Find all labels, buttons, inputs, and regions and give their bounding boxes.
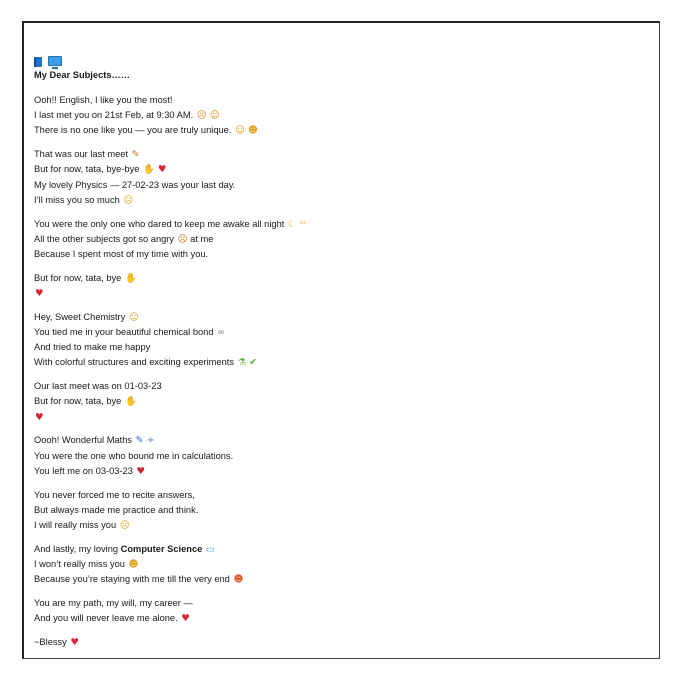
line-text: There is no one like you — you are truly unique. [34,125,232,136]
heart-icon: ♥ [181,613,190,625]
line-text: But for now, tata, bye [34,396,122,407]
stanza-practice [34,488,644,534]
test-tube-icon: ⚗ ✔ [237,357,258,369]
line-text: But always made me practice and think. [34,504,199,515]
signature-text: ~Blessy [34,637,67,648]
poem-line [34,433,644,448]
broken-heart-icon: ♥ [136,465,146,477]
poem-line [34,596,644,611]
poem-line [34,147,644,162]
line-text: All the other subjects got so angry [34,233,175,244]
line-text: You were the one who bound me in calculations. [34,450,234,461]
stanza-career [34,596,644,626]
poem-line [34,449,644,464]
poem-line [34,271,644,286]
line-suffix: at me [190,233,214,244]
poem-line [34,286,644,301]
line-text: I last met you on 21st Feb, at 9:30 AM. [34,110,194,121]
poem-line [34,355,644,370]
waving-hand-icon: ✋ [124,272,137,284]
monitor-icon [48,56,62,66]
poem-line [34,340,644,355]
poem-line [34,464,644,479]
heart-icon: ♥ [70,637,79,649]
line-bold-text: Computer Science [120,543,203,554]
document-title: My Dear Subjects…… [34,70,131,80]
line-text: You never forced me to recite answers, [34,489,195,500]
wave-heart-icon: ✋ ♥ [143,164,167,176]
line-text: Hey, Sweet Chemistry [34,311,126,322]
line-text: You tied me in your beautiful chemical bond [34,327,214,338]
poem-line [34,379,644,394]
line-text: And you will never leave me alone. [34,613,178,624]
poem-line [34,217,644,232]
waving-hand-icon: ✋ [124,396,137,408]
stanza-chemistry [34,310,644,371]
sad-relieved-face-icon: ☹ [119,520,130,532]
line-text: You were the only one who dared to keep me awake all night [34,218,285,229]
line-text: Oooh! Wonderful Maths [34,435,133,446]
line-text: My lovely Physics — 27-02-23 was your last day. [34,179,236,190]
pleading-face-icon: ☹ [123,194,134,206]
stanza-bye-1 [34,271,644,301]
link-icon: ∞ [217,327,226,339]
poem-line [34,488,644,503]
line-text: I will really miss you [34,520,117,531]
moon-sleep-icon: ☾ ᶻᶻ [287,218,307,230]
poem-line [34,572,644,587]
poem-line [34,542,644,557]
poem-line [34,635,644,650]
stanza-maths [34,433,644,479]
poem-line [34,325,644,340]
poem-line [34,557,644,572]
line-text: But for now, tata, bye-bye [34,164,140,175]
book-icon [34,57,42,67]
poem-line [34,193,644,208]
line-text: But for now, tata, bye [34,272,122,283]
line-text: With colorful structures and exciting experiments [34,357,234,368]
smiling-hearts-face-icon: ☻ [233,574,244,586]
sad-face-icon: ☹ ☺ [196,110,220,122]
stanza-physics [34,147,644,208]
line-text: Ooh!! English, I like you the most! [34,95,173,105]
stanza-english [34,93,644,139]
signature [34,635,644,650]
poem-line [34,247,644,262]
smile-face-icon: ☺ ☻ [235,125,258,137]
smile-face-icon: ☺ [128,311,139,323]
line-text: You are my path, my will, my career — [34,598,193,609]
poem-line [34,310,644,325]
grinning-sweat-face-icon: ☻ [128,559,139,571]
poem-line [34,503,644,518]
line-text: You left me on 03-03-23 [34,465,133,476]
poem-line [34,178,644,193]
heart-icon: ♥ [35,288,44,300]
poem-line [34,394,644,409]
poem-line [34,162,644,177]
stanza-computer-science [34,542,644,588]
books-divide-icon: ✎ ÷ [135,435,155,447]
line-text: That was our last meet [34,149,129,160]
heart-icon: ♥ [35,411,44,423]
header-icons [34,55,644,68]
line-text: And tried to make me happy [34,342,151,353]
line-text: Because I spent most of my time with you. [34,249,209,260]
poem-line [34,108,644,123]
stanza-bye-2 [34,379,644,425]
poem-line [34,410,644,425]
document-content [34,55,644,659]
line-text: And lastly, my loving [34,543,119,554]
document-page [22,21,660,659]
line-text: Because you’re staying with me till the very end [34,574,230,585]
poem-line [34,232,644,247]
broken-pencil-icon: ✎ [131,149,140,161]
stanza-night [34,217,644,263]
computer-icon: ▭ [205,543,215,555]
poem-line [34,93,644,108]
poem-line [34,611,644,626]
angry-face-icon: ☹ [177,233,188,245]
line-text: I’ll miss you so much [34,194,120,205]
poem-line [34,123,644,138]
poem-line [34,518,644,533]
line-text: I won’t really miss you [34,559,125,570]
line-text: Our last meet was on 01-03-23 [34,381,162,392]
